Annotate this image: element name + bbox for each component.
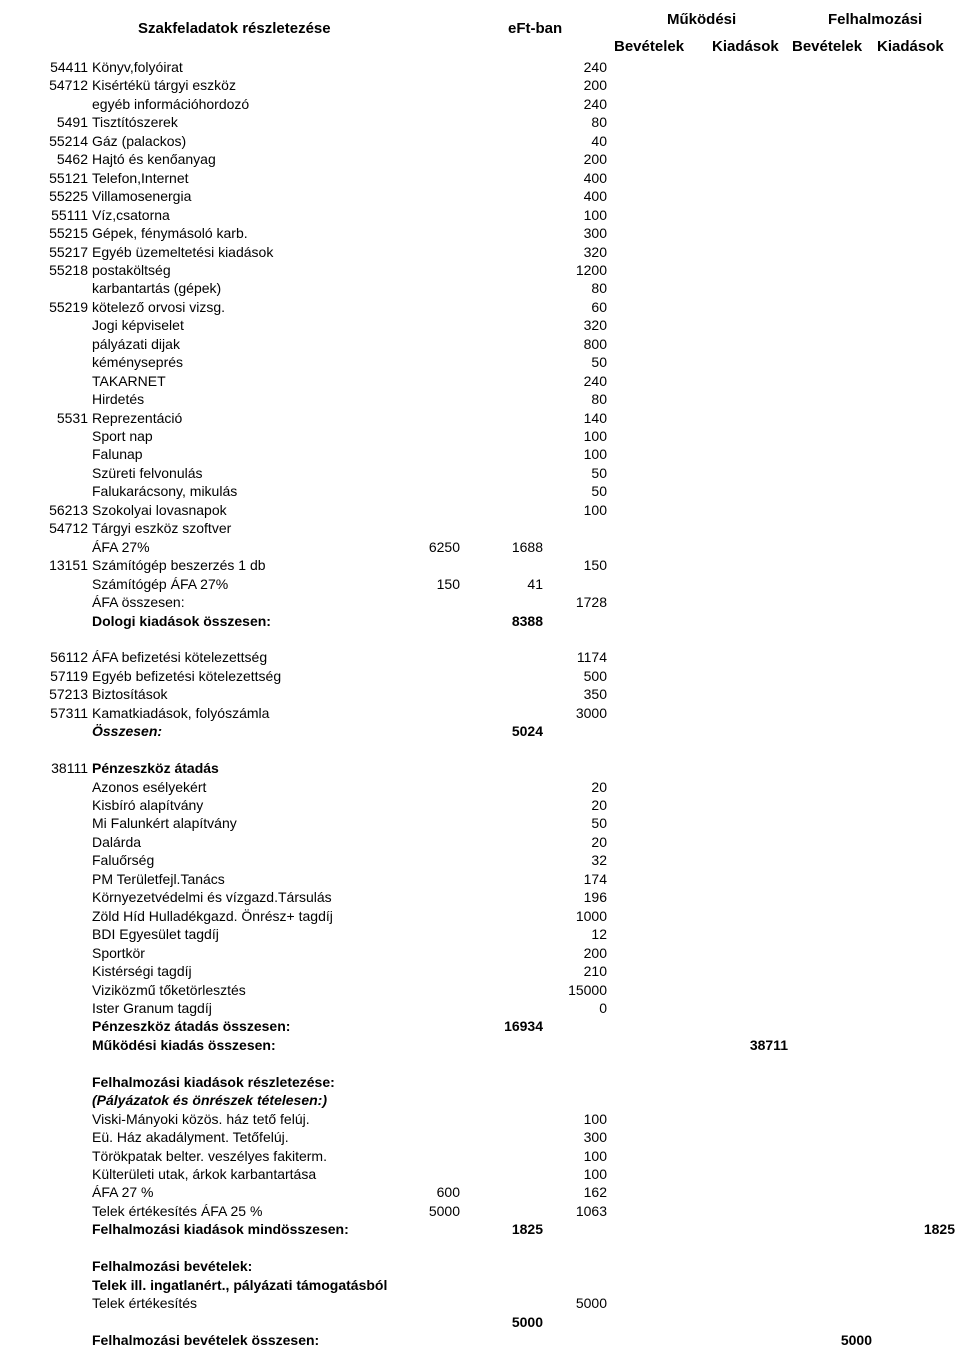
cell-v: 400 bbox=[583, 170, 607, 186]
cell-v: 100 bbox=[583, 446, 607, 462]
cell-code: 54712 bbox=[49, 77, 88, 93]
cell-name: Számítógép ÁFA 27% bbox=[92, 576, 229, 592]
cell-name: Könyv,folyóirat bbox=[92, 59, 183, 75]
cell-a: 6250 bbox=[428, 539, 460, 555]
cell-v: 80 bbox=[591, 391, 607, 407]
cell-code: 5531 bbox=[56, 410, 88, 426]
cell-code: 57119 bbox=[50, 668, 88, 684]
cell-v: 300 bbox=[583, 1129, 607, 1145]
cell-name: Kisértékü tárgyi eszköz bbox=[92, 77, 236, 93]
cell-name: Ister Granum tagdíj bbox=[92, 1000, 212, 1016]
cell-name: Eü. Ház akadályment. Tetőfelúj. bbox=[92, 1129, 289, 1145]
sub-header-bevetelek-1: Bevételek bbox=[614, 38, 685, 55]
cell-code: 13151 bbox=[49, 557, 88, 573]
cell-v: 20 bbox=[591, 797, 607, 813]
cell-name: BDI Egyesület tagdíj bbox=[92, 926, 219, 942]
cell-v: 50 bbox=[591, 483, 607, 499]
cell-k2: 1825 bbox=[923, 1221, 955, 1237]
cell-name: Falukarácsony, mikulás bbox=[92, 483, 238, 499]
cell-code: 55217 bbox=[49, 244, 88, 260]
sheet-title: Szakfeladatok részletezése bbox=[138, 20, 331, 37]
cell-name: Reprezentáció bbox=[92, 410, 183, 426]
cell-name: Dalárda bbox=[92, 834, 142, 850]
cell-b: 16934 bbox=[504, 1018, 543, 1034]
cell-b: 1688 bbox=[511, 539, 543, 555]
cell-name: Környezetvédelmi és vízgazd.Társulás bbox=[92, 889, 332, 905]
sub-header-kiadasok-2: Kiadások bbox=[877, 38, 944, 55]
cell-v: 1000 bbox=[575, 908, 607, 924]
cell-name: (Pályázatok és önrészek tételesen:) bbox=[92, 1092, 327, 1108]
cell-b: 5024 bbox=[511, 723, 543, 739]
cell-v: 140 bbox=[583, 410, 607, 426]
cell-name: ÁFA befizetési kötelezettség bbox=[92, 649, 268, 665]
cell-v: 20 bbox=[591, 779, 607, 795]
cell-v: 150 bbox=[583, 557, 607, 573]
cell-v: 162 bbox=[583, 1184, 607, 1200]
cell-name: Kistérségi tagdíj bbox=[92, 963, 192, 979]
group-mukodesi: Működési bbox=[667, 11, 737, 28]
cell-v: 240 bbox=[583, 59, 607, 75]
cell-name: Gáz (palackos) bbox=[92, 133, 187, 149]
cell-v: 0 bbox=[599, 1000, 607, 1016]
cell-code: 55111 bbox=[51, 207, 88, 223]
cell-name: kéményseprés bbox=[92, 354, 184, 370]
cell-name: Azonos esélyekért bbox=[92, 779, 207, 795]
cell-v: 50 bbox=[591, 815, 607, 831]
cell-code: 55218 bbox=[49, 262, 88, 278]
cell-name: Felhalmozási kiadások részletezése: bbox=[92, 1074, 335, 1090]
unit-label: eFt-ban bbox=[508, 20, 563, 37]
cell-name: postaköltség bbox=[92, 262, 171, 278]
cell-name: Törökpatak belter. veszélyes fakiterm. bbox=[92, 1148, 327, 1164]
cell-name: pályázati dijak bbox=[92, 336, 180, 352]
cell-name: karbantartás (gépek) bbox=[92, 280, 222, 296]
cell-v: 1174 bbox=[576, 649, 607, 665]
cell-name: TAKARNET bbox=[92, 373, 166, 389]
cell-code: 38111 bbox=[51, 760, 88, 776]
cell-name: Tisztítószerek bbox=[92, 114, 178, 130]
cell-name: Viziközmű tőketörlesztés bbox=[92, 982, 246, 998]
cell-code: 5491 bbox=[56, 114, 88, 130]
cell-v: 196 bbox=[583, 889, 607, 905]
cell-v: 100 bbox=[583, 502, 607, 518]
cell-name: Egyéb befizetési kötelezettség bbox=[92, 668, 282, 684]
cell-name: Külterületi utak, árkok karbantartása bbox=[92, 1166, 317, 1182]
cell-v: 100 bbox=[583, 1111, 607, 1127]
cell-name: ÁFA 27% bbox=[92, 539, 150, 555]
cell-b: 8388 bbox=[511, 613, 543, 629]
cell-v: 350 bbox=[583, 686, 607, 702]
cell-name: Zöld Híd Hulladékgazd. Önrész+ tagdíj bbox=[92, 908, 333, 924]
cell-name: Pénzeszköz átadás bbox=[92, 760, 219, 776]
cell-code: 55219 bbox=[49, 299, 88, 315]
cell-v: 12 bbox=[591, 926, 607, 942]
cell-name: Telek értékesítés bbox=[92, 1295, 198, 1311]
cell-name: Hajtó és kenőanyag bbox=[92, 151, 216, 167]
cell-name: Mi Falunkért alapítvány bbox=[92, 815, 237, 831]
cell-v: 80 bbox=[591, 114, 607, 130]
cell-name: Gépek, fénymásoló karb. bbox=[92, 225, 248, 241]
cell-v: 1728 bbox=[575, 594, 607, 610]
cell-name: Kisbíró alapítvány bbox=[92, 797, 204, 813]
cell-name: Sportkör bbox=[92, 945, 145, 961]
cell-v: 320 bbox=[583, 244, 607, 260]
cell-v: 400 bbox=[583, 188, 607, 204]
cell-v: 40 bbox=[591, 133, 607, 149]
cell-code: 5462 bbox=[56, 151, 88, 167]
cell-code: 54411 bbox=[50, 59, 88, 75]
cell-v: 500 bbox=[583, 668, 607, 684]
cell-name: Tárgyi eszköz szoftver bbox=[92, 520, 232, 536]
cell-code: 55215 bbox=[49, 225, 88, 241]
sub-header-kiadasok-1: Kiadások bbox=[712, 38, 779, 55]
cell-name: Biztosítások bbox=[92, 686, 168, 702]
cell-v: 100 bbox=[583, 1166, 607, 1182]
cell-code: 55225 bbox=[49, 188, 88, 204]
cell-v: 32 bbox=[591, 852, 607, 868]
cell-code: 56213 bbox=[49, 502, 88, 518]
cell-name: ÁFA összesen: bbox=[92, 594, 185, 610]
cell-code: 56112 bbox=[50, 649, 88, 665]
cell-name: Hirdetés bbox=[92, 391, 145, 407]
cell-code: 55214 bbox=[49, 133, 88, 149]
cell-name: Villamosenergia bbox=[92, 188, 192, 204]
cell-v: 210 bbox=[583, 963, 607, 979]
cell-name: Falunap bbox=[92, 446, 143, 462]
cell-name: Pénzeszköz átadás összesen: bbox=[92, 1018, 291, 1034]
group-felhalmozasi: Felhalmozási bbox=[828, 11, 923, 28]
cell-v: 50 bbox=[591, 465, 607, 481]
cell-name: Felhalmozási bevételek: bbox=[92, 1258, 253, 1274]
cell-b: 41 bbox=[527, 576, 543, 592]
cell-name: Jogi képviselet bbox=[92, 317, 184, 333]
cell-v: 200 bbox=[583, 151, 607, 167]
cell-v: 100 bbox=[583, 428, 607, 444]
cell-v: 100 bbox=[583, 207, 607, 223]
cell-v: 1063 bbox=[575, 1203, 607, 1219]
cell-v: 174 bbox=[583, 871, 607, 887]
cell-name: Víz,csatorna bbox=[92, 207, 170, 223]
cell-a: 150 bbox=[436, 576, 460, 592]
cell-v: 5000 bbox=[575, 1295, 607, 1311]
cell-b: 1825 bbox=[511, 1221, 543, 1237]
cell-v: 3000 bbox=[575, 705, 607, 721]
cell-v: 300 bbox=[583, 225, 607, 241]
cell-name: Szokolyai lovasnapok bbox=[92, 502, 227, 518]
cell-v: 320 bbox=[583, 317, 607, 333]
cell-v: 100 bbox=[583, 1148, 607, 1164]
sub-header-bevetelek-2: Bevételek bbox=[792, 38, 863, 55]
cell-code: 57311 bbox=[50, 705, 88, 721]
cell-code: 57213 bbox=[49, 686, 88, 702]
cell-name: egyéb információhordozó bbox=[92, 96, 250, 112]
cell-name: Telek értékesítés ÁFA 25 % bbox=[92, 1203, 263, 1219]
cell-name: Felhalmozási bevételek összesen: bbox=[92, 1332, 320, 1348]
cell-v: 1200 bbox=[575, 262, 607, 278]
cell-b: 5000 bbox=[511, 1314, 543, 1330]
cell-v: 20 bbox=[591, 834, 607, 850]
cell-name: Felhalmozási kiadások mindösszesen: bbox=[92, 1221, 349, 1237]
cell-name: Viski-Mányoki közös. ház tető felúj. bbox=[92, 1111, 310, 1127]
cell-name: Kamatkiadások, folyószámla bbox=[92, 705, 270, 721]
cell-v: 240 bbox=[583, 373, 607, 389]
cell-name: Szüreti felvonulás bbox=[92, 465, 203, 481]
cell-a: 5000 bbox=[428, 1203, 460, 1219]
cell-name: Telefon,Internet bbox=[92, 170, 189, 186]
cell-v: 15000 bbox=[568, 982, 607, 998]
cell-name: Dologi kiadások összesen: bbox=[92, 613, 271, 629]
cell-name: Számítógép beszerzés 1 db bbox=[92, 557, 266, 573]
cell-k2b: 5000 bbox=[840, 1332, 872, 1348]
cell-name: Faluőrség bbox=[92, 852, 155, 868]
cell-v: 200 bbox=[583, 945, 607, 961]
cell-v: 80 bbox=[591, 280, 607, 296]
cell-code: 54712 bbox=[49, 520, 88, 536]
cell-a: 600 bbox=[436, 1184, 460, 1200]
cell-name: Telek ill. ingatlanért., pályázati támogatásból bbox=[92, 1277, 388, 1293]
cell-v: 800 bbox=[583, 336, 607, 352]
cell-v: 240 bbox=[583, 96, 607, 112]
cell-name: PM Területfejl.Tanács bbox=[92, 871, 225, 887]
cell-v: 200 bbox=[583, 77, 607, 93]
cell-name: Működési kiadás összesen: bbox=[92, 1037, 276, 1053]
cell-code: 55121 bbox=[49, 170, 88, 186]
cell-name: kötelező orvosi vizsg. bbox=[92, 299, 226, 315]
cell-v: 60 bbox=[591, 299, 607, 315]
cell-name: Sport nap bbox=[92, 428, 153, 444]
cell-name: ÁFA 27 % bbox=[92, 1184, 154, 1200]
cell-v: 50 bbox=[591, 354, 607, 370]
cell-name: Összesen: bbox=[92, 723, 163, 739]
cell-name: Egyéb üzemeltetési kiadások bbox=[92, 244, 274, 260]
cell-k1: 38711 bbox=[749, 1037, 788, 1053]
